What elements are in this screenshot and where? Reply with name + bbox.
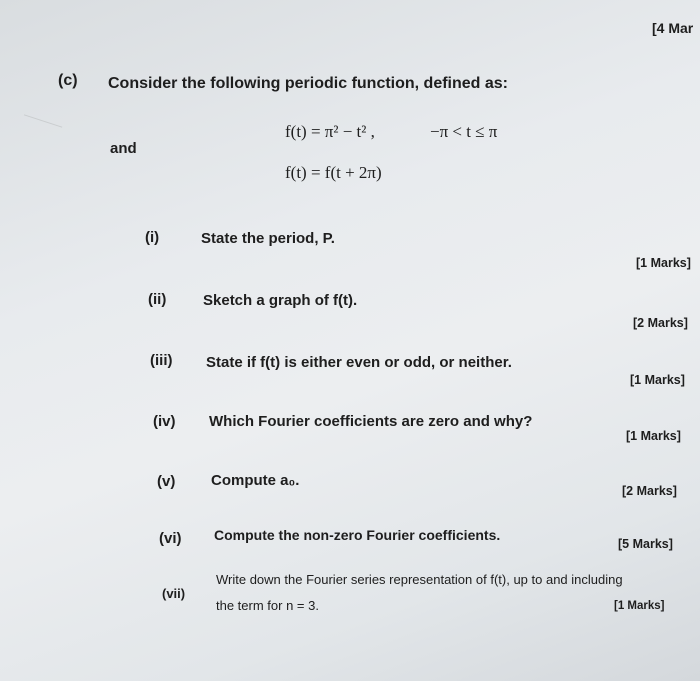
part-ii-text: Sketch a graph of f(t). [203,292,358,309]
part-vii-number: (vii) [162,586,186,601]
part-vii-marks: [1 Marks] [614,600,665,612]
part-vi-marks: [5 Marks] [618,537,673,551]
part-i-marks: [1 Marks] [636,256,691,270]
equation-definition: f(t) = π² − t² , [285,122,375,141]
part-vii-text-line1: Write down the Fourier series representation of f(t), up to and including [216,572,623,587]
part-iii-marks: [1 Marks] [630,373,685,387]
part-ii-number: (ii) [148,291,167,308]
part-vi-text: Compute the non-zero Fourier coefficients. [214,527,501,543]
part-v-number: (v) [157,473,176,490]
part-vi-number: (vi) [159,530,182,547]
paper-crease [18,114,63,146]
part-ii-marks: [2 Marks] [633,316,688,330]
part-v-marks: [2 Marks] [622,484,677,498]
question-intro: Consider the following periodic function, defined as: [108,75,509,92]
part-iv-text: Which Fourier coefficients are zero and why? [209,413,533,430]
part-v-text: Compute a₀. [211,472,300,489]
equation-periodicity: f(t) = f(t + 2π) [285,163,382,182]
part-iii-text: State if f(t) is either even or odd, or neither. [206,354,512,371]
equation-domain: −π < t ≤ π [430,122,498,141]
part-i-text: State the period, P. [201,230,335,247]
part-iv-number: (iv) [153,413,176,430]
part-i-number: (i) [145,229,160,246]
connector-and: and [110,140,137,157]
part-iv-marks: [1 Marks] [626,429,681,443]
part-iii-number: (iii) [150,352,173,369]
part-vii-text-line2: the term for n = 3. [216,598,319,613]
question-label: (c) [58,72,78,89]
top-marks-label: [4 Mar [652,20,694,36]
